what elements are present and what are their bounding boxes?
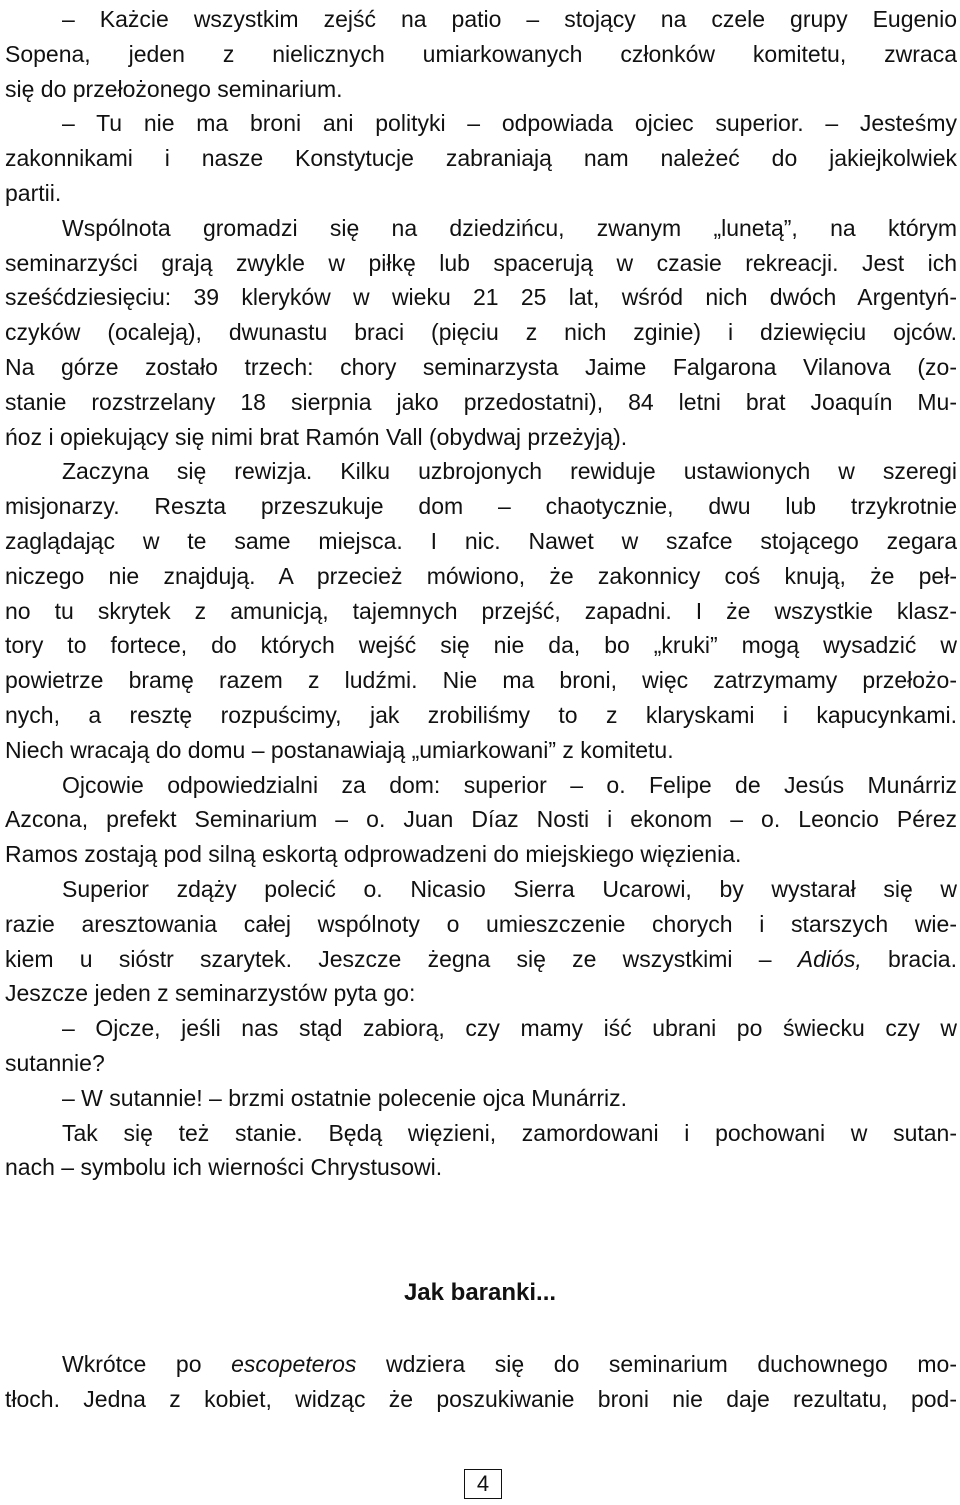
text-line: – Tu nie ma broni ani polityki – odpowiada ojciec superior. – Jesteśmy xyxy=(62,110,957,137)
main-text xyxy=(5,2,957,1185)
text-line: Superior zdąży polecić o. Nicasio Sierra Ucarowi, by wystarał się w xyxy=(62,875,957,902)
text-line: zaglądając w te same miejsca. I nic. Nawet w szafce stojącego zegara xyxy=(5,527,957,554)
text-line: tłoch. Jedna z kobiet, widząc że poszukiwanie broni nie daje rezultatu, pod- xyxy=(5,1385,957,1412)
text-line: Niech wracają do domu – postanawiają „umiarkowani” z komitetu. xyxy=(5,736,674,763)
text-line: niczego nie znajdują. A przecież mówiono, że zakonnicy coś knują, że peł- xyxy=(5,562,957,589)
text-line: – Każcie wszystkim zejść na patio – stojący na czele grupy Eugenio xyxy=(62,6,957,32)
text-line: seminarzyści grają zwykle w piłkę lub spacerują w czasie rekreacji. Jest ich xyxy=(5,249,957,276)
text-line: sześćdziesięciu: 39 kleryków w wieku 21 25 lat, wśród nich dwóch Argentyń- xyxy=(5,284,957,311)
text-line: tory to fortece, do których wejść się nie da, bo „kruki” mogą wysadzić w xyxy=(5,632,957,659)
text-line: się do przełożonego seminarium. xyxy=(5,75,343,102)
text-line: Zaczyna się rewizja. Kilku uzbrojonych rewiduje ustawionych w szeregi xyxy=(62,458,957,485)
text-line: – Ojcze, jeśli nas stąd zabiorą, czy mamy iść ubrani po świecku czy w xyxy=(62,1015,957,1042)
text-line: ńoz i opiekujący się nimi brat Ramón Vall (obydwaj przeżyją). xyxy=(5,423,628,450)
section-text xyxy=(5,1347,957,1417)
text-span: wdziera się do seminarium duchownego mo- xyxy=(385,1351,957,1377)
text-line: czyków (ocaleją), dwunastu braci (pięciu z nich zginie) i dziewięciu ojców. xyxy=(5,319,957,346)
text-line: Wspólnota gromadzi się na dziedzińcu, zwanym „lunetą”, na którym xyxy=(62,214,957,241)
text-line: Jeszcze jeden z seminarzystów pyta go: xyxy=(5,980,416,1007)
text-span: bracia. xyxy=(887,945,957,972)
text-span: Wkrótce po xyxy=(62,1351,202,1377)
section-heading: Jak baranki... xyxy=(403,1279,557,1306)
text-line xyxy=(5,1347,957,1382)
text-span: kiem u sióstr szarytek. Jeszcze żegna się ze wszystkimi – xyxy=(5,945,772,972)
text-line: Na górze zostało trzech: chory seminarzysta Jaime Falgarona Vilanova (zo- xyxy=(5,353,957,380)
text-line: powietrze bramę razem z ludźmi. Nie ma broni, więc zatrzymamy przełożo- xyxy=(5,667,957,694)
text-line: – W sutannie! – brzmi ostatnie polecenie ojca Munárriz. xyxy=(62,1084,628,1111)
text-line: misjonarzy. Reszta przeszukuje dom – chaotycznie, dwu lub trzykrotnie xyxy=(5,493,957,520)
italic-text: escopeteros xyxy=(231,1351,357,1377)
text-line: Sopena, jeden z nielicznych umiarkowanych członków komitetu, zwraca xyxy=(5,40,957,67)
text-line: razie aresztowania całej wspólnoty o umieszczenie chorych i starszych wie- xyxy=(5,910,957,937)
text-line: sutannie? xyxy=(5,1049,105,1076)
text-line xyxy=(5,942,957,977)
text-line: zakonnikami i nasze Konstytucje zabraniają nam należeć do jakiejkolwiek xyxy=(5,145,957,172)
page-number: 4 xyxy=(464,1469,502,1499)
text-line: nych, a resztę rozpuścimy, jak zrobiliśmy to z klaryskami i kapucynkami. xyxy=(5,701,957,728)
text-line: nach – symbolu ich wierności Chrystusowi. xyxy=(5,1154,443,1181)
text-line: Azcona, prefekt Seminarium – o. Juan Díaz Nosti i ekonom – o. Leoncio Pérez xyxy=(5,806,957,833)
text-line: partii. xyxy=(5,179,62,206)
text-line: Tak się też stanie. Będą więzieni, zamordowani i pochowani w sutan- xyxy=(62,1119,957,1146)
text-line: no tu skrytek z amunicją, tajemnych przejść, zapadni. I że wszystkie klasz- xyxy=(5,597,957,624)
text-line: Ojcowie odpowiedzialni za dom: superior – o. Felipe de Jesús Munárriz xyxy=(62,771,957,798)
text-line: Ramos zostają pod silną eskortą odprowadzeni do miejskiego więzienia. xyxy=(5,841,742,868)
italic-text: Adiós, xyxy=(797,945,862,972)
text-line: stanie rozstrzelany 18 sierpnia jako przedostatni), 84 letni brat Joaquín Mu- xyxy=(5,388,957,415)
